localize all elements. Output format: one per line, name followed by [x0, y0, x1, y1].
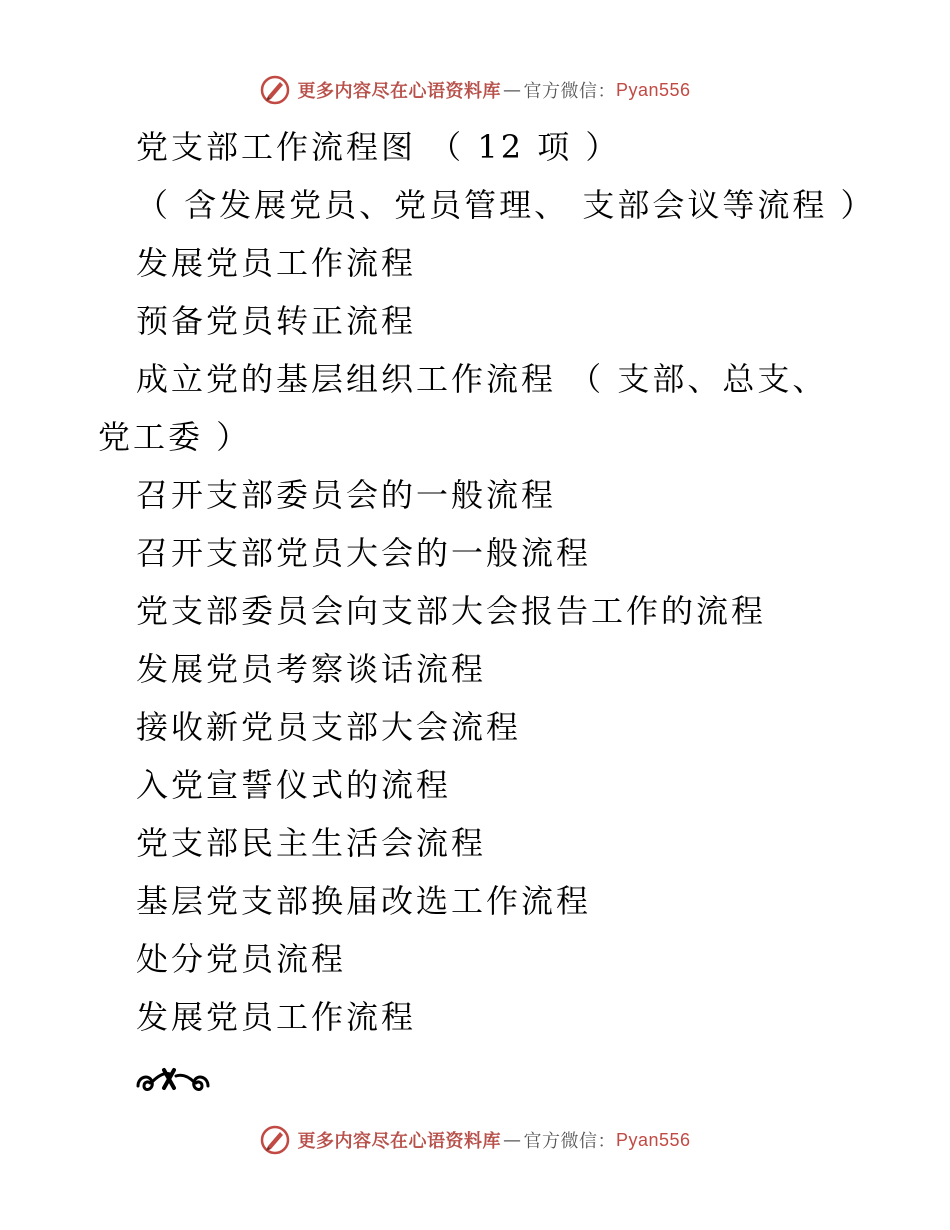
- flourish-ornament-icon: [134, 1066, 212, 1096]
- document-subtitle: （ 含发展党员、党员管理、 支部会议等流程 ）: [136, 186, 876, 224]
- document-title: 党支部工作流程图 （ 12 项 ）: [136, 128, 621, 166]
- list-item: 召开支部委员会的一般流程: [136, 476, 557, 514]
- banner-wechat-label: 官方微信：: [523, 81, 616, 102]
- header-banner: [0, 70, 950, 110]
- list-item: 入党宣誓仪式的流程: [136, 766, 452, 804]
- list-item: 召开支部党员大会的一般流程: [136, 534, 592, 572]
- banner-wechat-id: Pyan556: [615, 1129, 691, 1150]
- footer-banner: [0, 1120, 950, 1160]
- banner-wechat-id: Pyan556: [615, 79, 691, 100]
- document-body: [98, 118, 876, 1046]
- banner-site-text: 更多内容尽在心语资料库: [297, 81, 501, 102]
- list-item: 预备党员转正流程: [136, 302, 417, 340]
- banner-site-text: 更多内容尽在心语资料库: [297, 1131, 501, 1152]
- list-item: 发展党员工作流程: [136, 244, 417, 282]
- list-item: 党支部民主生活会流程: [136, 824, 487, 862]
- list-item: 接收新党员支部大会流程: [136, 708, 522, 746]
- banner-separator: —: [502, 1129, 522, 1151]
- list-item: 处分党员流程: [136, 940, 347, 978]
- list-item: 发展党员考察谈话流程: [136, 650, 487, 688]
- banner-separator: —: [502, 79, 522, 101]
- list-item: 基层党支部换届改选工作流程: [136, 882, 592, 920]
- banner-wechat-label: 官方微信：: [523, 1131, 616, 1152]
- pen-circle-logo-icon: [259, 74, 291, 106]
- pen-circle-logo-icon: [259, 1124, 291, 1156]
- list-item: 成立党的基层组织工作流程 （ 支部、总支、党工委 ）: [98, 360, 828, 456]
- list-item: 党支部委员会向支部大会报告工作的流程: [136, 592, 767, 630]
- list-item: 发展党员工作流程: [136, 998, 417, 1036]
